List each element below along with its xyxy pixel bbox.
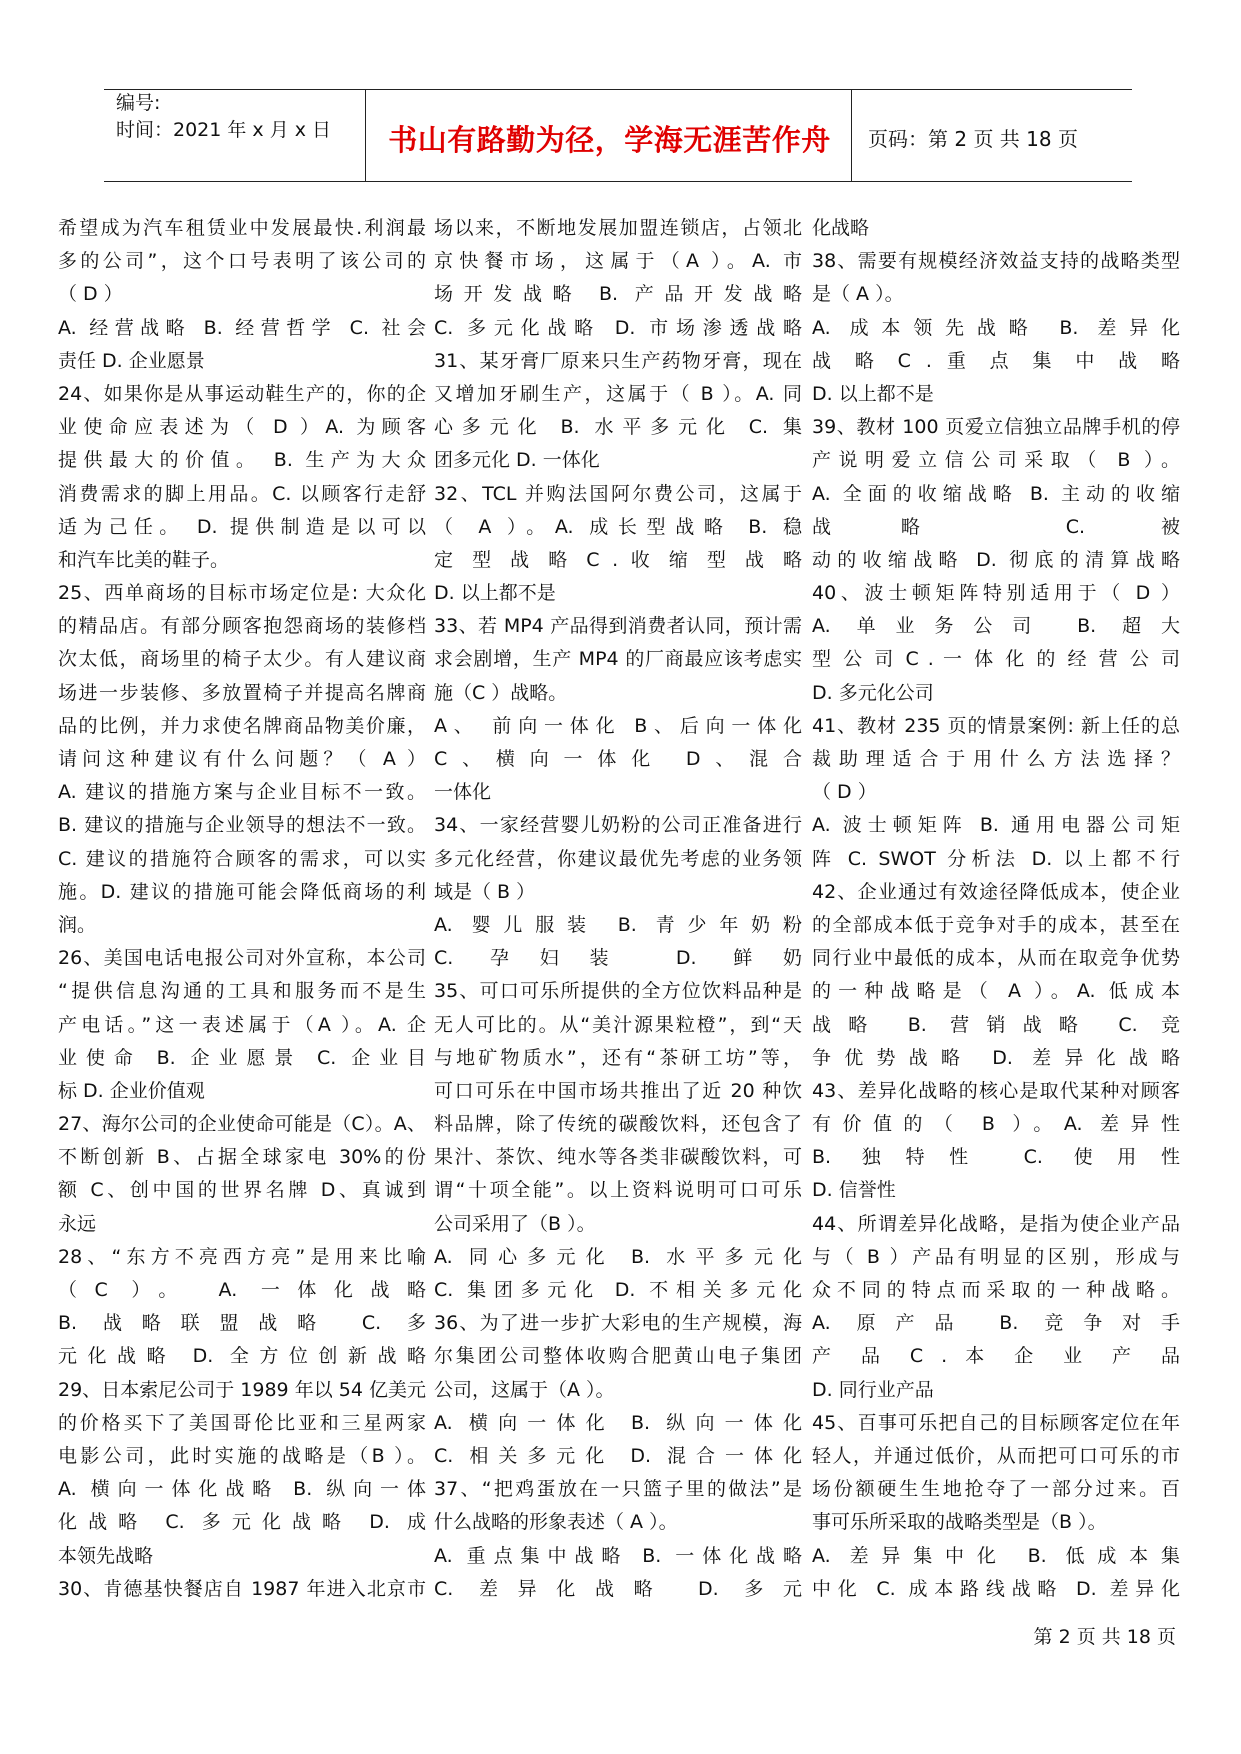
text-line: D. 以上都不是 — [812, 382, 934, 405]
text-line: 30、肯德基快餐店自 1987 年进入北京市 — [58, 1577, 426, 1600]
text-line: 京快餐市场，这属于（A ）。A. 市 — [434, 250, 802, 273]
text-line: 的精品店。有部分顾客抱怨商场的装修档 — [58, 615, 426, 638]
text-line: A、 前向一体化 B、后向一体化 — [434, 714, 802, 737]
text-line: 多的公司”，这个口号表明了该公司的 — [58, 250, 426, 273]
text-line: 润。 — [58, 913, 97, 936]
text-line: （ A ）。A. 成长型战略 B. 稳 — [434, 515, 802, 538]
text-line: A. 横向一体化 B. 纵向一体化 — [434, 1411, 802, 1434]
text-line: 是（ A ）。 — [812, 283, 904, 306]
text-line: B. 建议的措施与企业领导的想法不一致。 — [58, 814, 426, 837]
text-line: 产电话。”这一表述属于（A ）。A. 企 — [58, 1013, 426, 1036]
footer-page-label: 第 2 页 共 18 页 — [1033, 1626, 1176, 1648]
text-line: 28、“东方不亮西方亮”是用来比喻 — [58, 1245, 426, 1268]
text-line: 38、需要有规模经济效益支持的战略类型 — [812, 250, 1180, 273]
text-line: 产 品 C . 本 企 业 产 品 — [812, 1345, 1180, 1368]
text-line: 域是（ B ） — [434, 880, 536, 903]
text-line: 42、企业通过有效途径降低成本，使企业 — [812, 880, 1180, 903]
text-line: 谓“十项全能”。以上资料说明可口可乐 — [434, 1179, 802, 1202]
text-line: （ D ） — [58, 283, 123, 306]
text-line: 次太低，商场里的椅子太少。有人建议商 — [58, 648, 426, 671]
text-line: 37、“把鸡蛋放在一只篮子里的做法”是 — [434, 1478, 802, 1501]
text-line: 41、教材 235 页的情景案例: 新上任的总 — [812, 714, 1180, 737]
text-line: A. 成本领先战略 B. 差异化 — [812, 316, 1180, 339]
text-line: 可口可乐在中国市场共推出了近 20 种饮 — [434, 1079, 802, 1102]
text-line: 场开发战略 B. 产品开发战略 — [434, 283, 802, 306]
text-line: A. 差异集中化 B. 低成本集 — [812, 1544, 1180, 1567]
text-line: 27、海尔公司的企业使命可能是（C）。A、 — [58, 1113, 426, 1136]
text-line: 无人可比的。从“美汁源果粒橙”，到“天 — [434, 1013, 802, 1036]
text-line: A. 经营战略 B. 经营哲学 C. 社会 — [58, 316, 426, 339]
text-line: 的一种战略是（ A ）。A. 低成本 — [812, 980, 1180, 1003]
text-line: 公司采用了（B ）。 — [434, 1212, 596, 1235]
text-line: A. 原产品 B. 竞争对手 — [812, 1312, 1180, 1335]
text-line: 标 D. 企业价值观 — [58, 1079, 205, 1102]
text-line: 战 略 C . 重 点 集 中 战 略 — [812, 349, 1180, 372]
text-line: 争优势战略 D. 差异化战略 — [812, 1046, 1180, 1069]
text-line: 39、教材 100 页爱立信独立品牌手机的停 — [812, 416, 1180, 439]
text-line: 提供最大的价值。 B. 生产为大众 — [58, 449, 426, 472]
text-line: A. 同心多元化 B. 水平多元化 — [434, 1245, 802, 1268]
text-column-3 — [812, 212, 1180, 1606]
text-column-1 — [58, 212, 426, 1606]
text-line: B. 战略联盟战略 C. 多 — [58, 1312, 426, 1335]
header-bottom-rule — [104, 181, 1132, 182]
text-line: 尔集团公司整体收购合肥黄山电子集团 — [434, 1345, 802, 1368]
text-line: 额 C、创中国的世界名牌 D、真诚到 — [58, 1179, 426, 1202]
header-divider-right — [851, 90, 852, 182]
text-line: 一体化 — [434, 781, 492, 804]
text-line: 36、为了进一步扩大彩电的生产规模，海 — [434, 1312, 802, 1335]
text-line: 44、所谓差异化战略，是指为使企业产品 — [812, 1212, 1180, 1235]
text-line: A. 横向一体化战略 B. 纵向一体 — [58, 1478, 426, 1501]
text-line: 24、如果你是从事运动鞋生产的，你的企 — [58, 382, 426, 405]
text-line: 有价值的（ B ）。A. 差异性 — [812, 1113, 1180, 1136]
header-page-info: 页码：第 2 页 共 18 页 — [868, 127, 1078, 151]
text-line: A. 婴儿服装 B. 青少年奶粉 — [434, 913, 802, 936]
text-line: 场份额硬生生地抢夺了一部分过来。百 — [812, 1478, 1180, 1501]
text-line: 元化战略 D. 全方位创新战略 — [58, 1345, 426, 1368]
text-line: 场以来，不断地发展加盟连锁店，占领北 — [434, 217, 802, 239]
header-number-label: 编号: — [116, 92, 161, 114]
text-line: 裁 助 理 适 合 于 用 什 么 方 法 选 择 ？ — [812, 748, 1180, 770]
text-line: 心多元化 B. 水平多元化 C. 集 — [434, 416, 802, 439]
text-line: A. 重点集中战略 B. 一体化战略 — [434, 1544, 802, 1567]
text-line: 料品牌，除了传统的碳酸饮料，还包含了 — [434, 1113, 802, 1136]
header-time-label: 时间：2021 年 x 月 x 日 — [116, 119, 332, 141]
text-line: 施。D. 建议的措施可能会降低商场的利 — [58, 880, 426, 903]
text-line: D. 同行业产品 — [812, 1378, 934, 1401]
text-line: C. 多元化战略 D. 市场渗透战略 — [434, 316, 802, 339]
text-line: 的价格买下了美国哥伦比亚和三星两家 — [58, 1411, 426, 1434]
text-line: 与地矿物质水”，还有“茶研工坊”等， — [434, 1046, 802, 1069]
text-line: 和汽车比美的鞋子。 — [58, 548, 230, 571]
text-line: 29、日本索尼公司于 1989 年以 54 亿美元 — [58, 1378, 426, 1401]
header-left-block — [116, 90, 331, 144]
text-line: 品的比例，并力求使名牌商品物美价廉， — [58, 714, 426, 737]
text-line: 又增加牙刷生产，这属于（ B ）。A. 同 — [434, 382, 802, 405]
text-line: 32、TCL 并购法国阿尔费公司，这属于 — [434, 482, 802, 505]
text-line: 25、西单商场的目标市场定位是: 大众化 — [58, 582, 426, 605]
text-line: 31、某牙膏厂原来只生产药物牙膏，现在 — [434, 349, 802, 372]
text-line: A. 全面的收缩战略 B. 主动的收缩 — [812, 482, 1180, 505]
text-line: 众不同的特点而采取的一种战略。 — [812, 1279, 1180, 1301]
text-line: 轻人，并通过低价，从而把可口可乐的市 — [812, 1444, 1180, 1467]
header-motto: 书山有路勤为径，学海无涯苦作舟 — [388, 123, 831, 157]
text-line: 场进一步装修、多放置椅子并提高名牌商 — [58, 681, 426, 704]
text-line: 同行业中最低的成本，从而在取竞争优势 — [812, 947, 1180, 970]
text-line: 动的收缩战略 D. 彻底的清算战略 — [812, 548, 1180, 571]
text-line: B. 独特性 C. 使用性 — [812, 1146, 1180, 1169]
text-line: 希望成为汽车租赁业中发展最快.利润最 — [58, 217, 426, 239]
text-line: 中化 C. 成本路线战略 D. 差异化 — [812, 1577, 1180, 1600]
text-line: 26、美国电话电报公司对外宣称，本公司 — [58, 947, 426, 970]
text-line: C. 建议的措施符合顾客的需求，可以实 — [58, 847, 426, 870]
text-line: 40、波士顿矩阵特别适用于（ D ） — [812, 582, 1180, 605]
text-line: 产说明爱立信公司采取（ B ）。 — [812, 449, 1180, 472]
text-line: 果汁、茶饮、纯水等各类非碳酸饮料，可 — [434, 1146, 802, 1169]
text-line: 本领先战略 — [58, 1544, 154, 1567]
text-line: 不断创新 B、占据全球家电 30%的份 — [58, 1146, 426, 1169]
text-line: 43、差异化战略的核心是取代某种对顾客 — [812, 1079, 1180, 1102]
text-line: 电影公司，此时实施的战略是（B ）。 — [58, 1444, 426, 1467]
text-line: 求会剧增，生产 MP4 的厂商最应该考虑实 — [434, 648, 802, 671]
text-line: 战略 B. 营销战略 C. 竞 — [812, 1013, 1180, 1036]
text-line: （ D ） — [812, 781, 877, 804]
text-line: “提供信息沟通的工具和服务而不是生 — [58, 980, 426, 1003]
text-line: C、横向一体化 D、混合 — [434, 748, 802, 770]
text-line: 施（C ）战略。 — [434, 681, 568, 704]
text-line: 请问这种建议有什么问题？（ A ） — [58, 748, 426, 770]
text-line: 型 公 司 C . 一 体 化 的 经 营 公 司 — [812, 648, 1180, 671]
text-line: 公司，这属于（A ）。 — [434, 1378, 615, 1401]
text-line: C. 差异化战略 D. 多元 — [434, 1577, 802, 1600]
text-line: 业使命 B. 企业愿景 C. 企业目 — [58, 1046, 426, 1069]
text-line: 消费需求的脚上用品。C. 以顾客行走舒 — [58, 482, 426, 505]
header-divider-left — [365, 90, 366, 182]
text-line: 化战略 — [812, 217, 870, 239]
text-line: 团多元化 D. 一体化 — [434, 449, 600, 472]
text-column-2 — [434, 212, 802, 1606]
text-line: A. 建议的措施方案与企业目标不一致。 — [58, 781, 426, 804]
text-line: 化战略 C. 多元化战略 D. 成 — [58, 1511, 426, 1534]
text-line: A. 单业务公司 B. 超大 — [812, 615, 1180, 638]
text-line: 33、若 MP4 产品得到消费者认同，预计需 — [434, 615, 802, 638]
text-line: D. 信誉性 — [812, 1179, 896, 1202]
text-line: 34、一家经营婴儿奶粉的公司正准备进行 — [434, 814, 802, 837]
text-line: D. 多元化公司 — [812, 681, 934, 704]
text-line: （C ）。 A. 一体化战略 — [58, 1279, 426, 1301]
text-line: 责任 D. 企业愿景 — [58, 349, 205, 372]
text-line: 35、可口可乐所提供的全方位饮料品种是 — [434, 980, 802, 1003]
text-line: 定 型 战 略 C . 收 缩 型 战 略 — [434, 548, 802, 571]
text-line: C. 集团多元化 D. 不相关多元化 — [434, 1279, 802, 1301]
text-line: 适为己任。 D. 提供制造是以可以 — [58, 515, 426, 538]
text-line: D. 以上都不是 — [434, 582, 556, 605]
text-line: 的全部成本低于竞争对手的成本，甚至在 — [812, 913, 1180, 936]
text-line: 与（ B ）产品有明显的区别，形成与 — [812, 1245, 1180, 1268]
text-line: 战略 C. 被 — [812, 515, 1180, 538]
text-line: 永远 — [58, 1212, 97, 1235]
text-line: 事可乐所采取的战略类型是（B ）。 — [812, 1511, 1107, 1534]
text-line: 业使命应表述为（ D ）A. 为顾客 — [58, 416, 426, 439]
text-line: 45、百事可乐把自己的目标顾客定位在年 — [812, 1411, 1180, 1434]
text-line: A. 波士顿矩阵 B. 通用电器公司矩 — [812, 814, 1180, 837]
text-line: 阵 C. SWOT 分析法 D. 以上都不行 — [812, 847, 1180, 870]
text-line: 什么战略的形象表述（ A ）。 — [434, 1511, 678, 1534]
text-line: 多元化经营，你建议最优先考虑的业务领 — [434, 847, 802, 870]
text-line: C. 相关多元化 D. 混合一体化 — [434, 1444, 802, 1467]
text-line: C. 孕妇装 D. 鲜奶 — [434, 947, 802, 970]
